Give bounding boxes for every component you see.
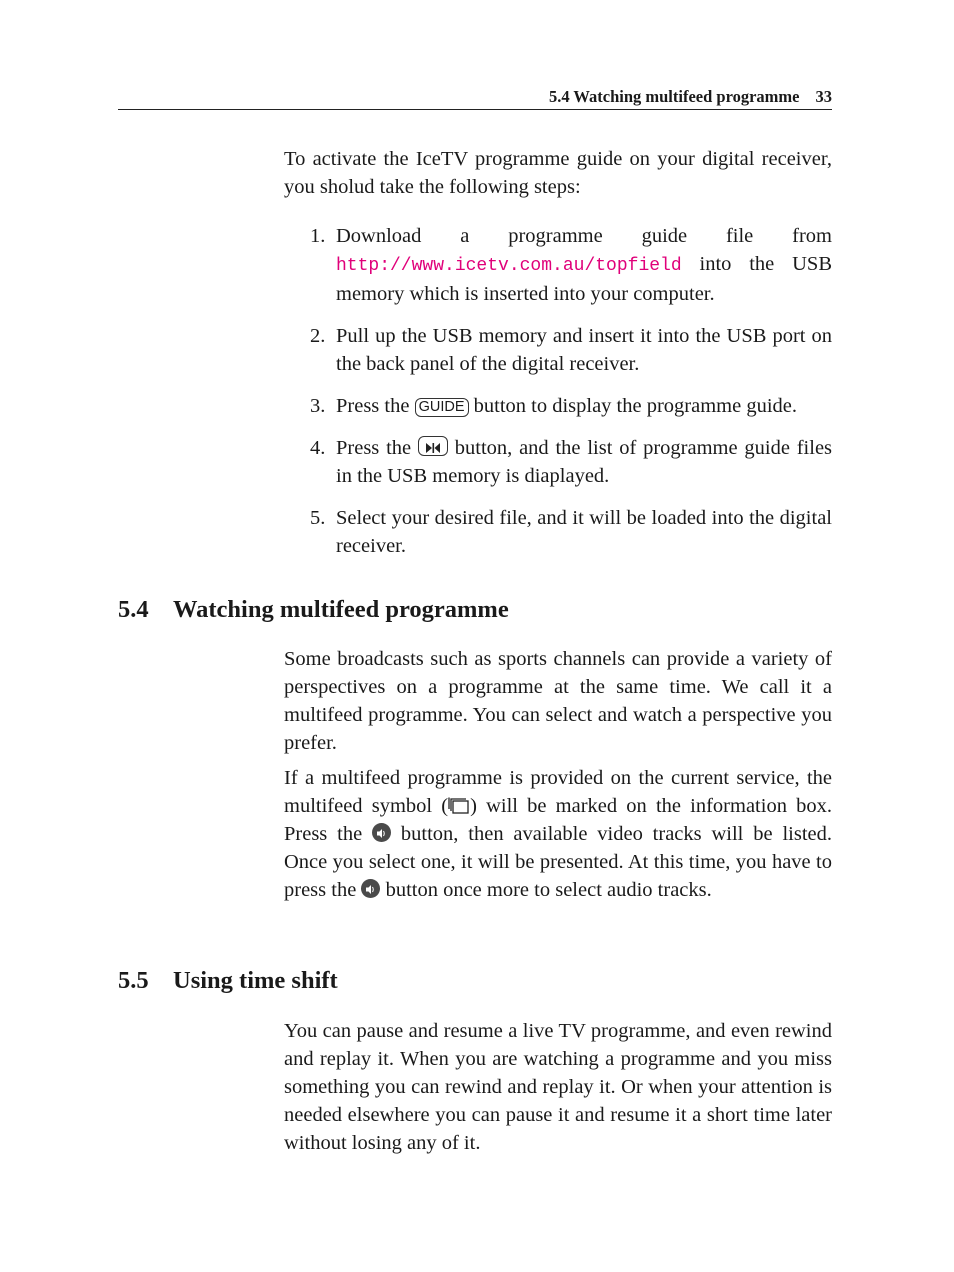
step-number: 3. — [310, 395, 326, 417]
paragraph — [284, 764, 832, 904]
steps-list — [284, 222, 832, 560]
paragraph-text: If a multifeed programme is provided on the current service, the multifeed symbol ( — [284, 767, 832, 817]
audio-button-icon — [372, 823, 391, 842]
icetv-link[interactable]: http://www.icetv.com.au/topfield — [336, 256, 682, 276]
list-item — [284, 322, 832, 378]
intro-block — [284, 145, 832, 574]
page-number: 33 — [815, 87, 832, 106]
multifeed-symbol-icon — [448, 795, 470, 813]
list-item — [284, 504, 832, 560]
step-text: Select your desired file, and it will be loaded into the digital receiver. — [336, 507, 832, 557]
section-title: Watching multifeed programme — [173, 596, 509, 623]
running-head-title: 5.4 Watching multifeed programme — [548, 87, 800, 106]
section-title: Using time shift — [173, 967, 338, 994]
step-text: button to display the programme guide. — [473, 395, 798, 417]
guide-key: GUIDE — [415, 398, 469, 417]
intro-paragraph: To activate the IceTV programme guide on your digital receiver, you sholud take the following steps: — [284, 148, 832, 198]
audio-button-icon — [361, 879, 380, 898]
step-number: 1. — [310, 225, 326, 247]
paragraph: You can pause and resume a live TV programme, and even rewind and replay it. When you are watching a programme and you miss something you can rewind and replay it. Or when your attention is needed elsewhere you can pause it and resume it a short time later without losing any of it. — [284, 1020, 832, 1154]
step-text: Download a programme guide file from — [336, 225, 832, 247]
step-text: button, and the list of programme guide files in the USB memory is diaplayed. — [336, 437, 833, 487]
step-number: 5. — [310, 507, 326, 529]
section-heading-5-4 — [118, 596, 509, 624]
running-head — [118, 86, 832, 110]
step-number: 2. — [310, 325, 326, 347]
list-item — [284, 392, 832, 420]
paragraph: Some broadcasts such as sports channels can provide a variety of perspectives on a programme at the same time. We call it a multifeed programme. You can select and watch a perspective you prefer. — [284, 648, 832, 754]
list-item — [284, 434, 832, 490]
paragraph-text: ) will be marked on the information box. Press the — [284, 795, 832, 845]
list-item — [284, 222, 832, 308]
step-text: Pull up the USB memory and insert it into the USB port on the back panel of the digital receiver. — [336, 325, 832, 375]
step-text: Press the — [336, 395, 410, 417]
step-text: Press the — [336, 437, 412, 459]
paragraph-text: button once more to select audio tracks. — [385, 879, 712, 901]
section-5-5-body — [284, 1017, 832, 1164]
step-number: 4. — [310, 437, 326, 459]
play-pause-icon — [418, 436, 448, 456]
section-5-4-body — [284, 645, 832, 911]
section-heading-5-5 — [118, 967, 338, 995]
section-number: 5.5 — [118, 967, 149, 994]
section-number: 5.4 — [118, 596, 149, 623]
paragraph-text: button, then available video tracks will be listed. Once you select one, it will be presented. At this time, you have to press the — [284, 823, 832, 901]
step-text: into the USB memory which is inserted into your computer. — [336, 253, 832, 305]
